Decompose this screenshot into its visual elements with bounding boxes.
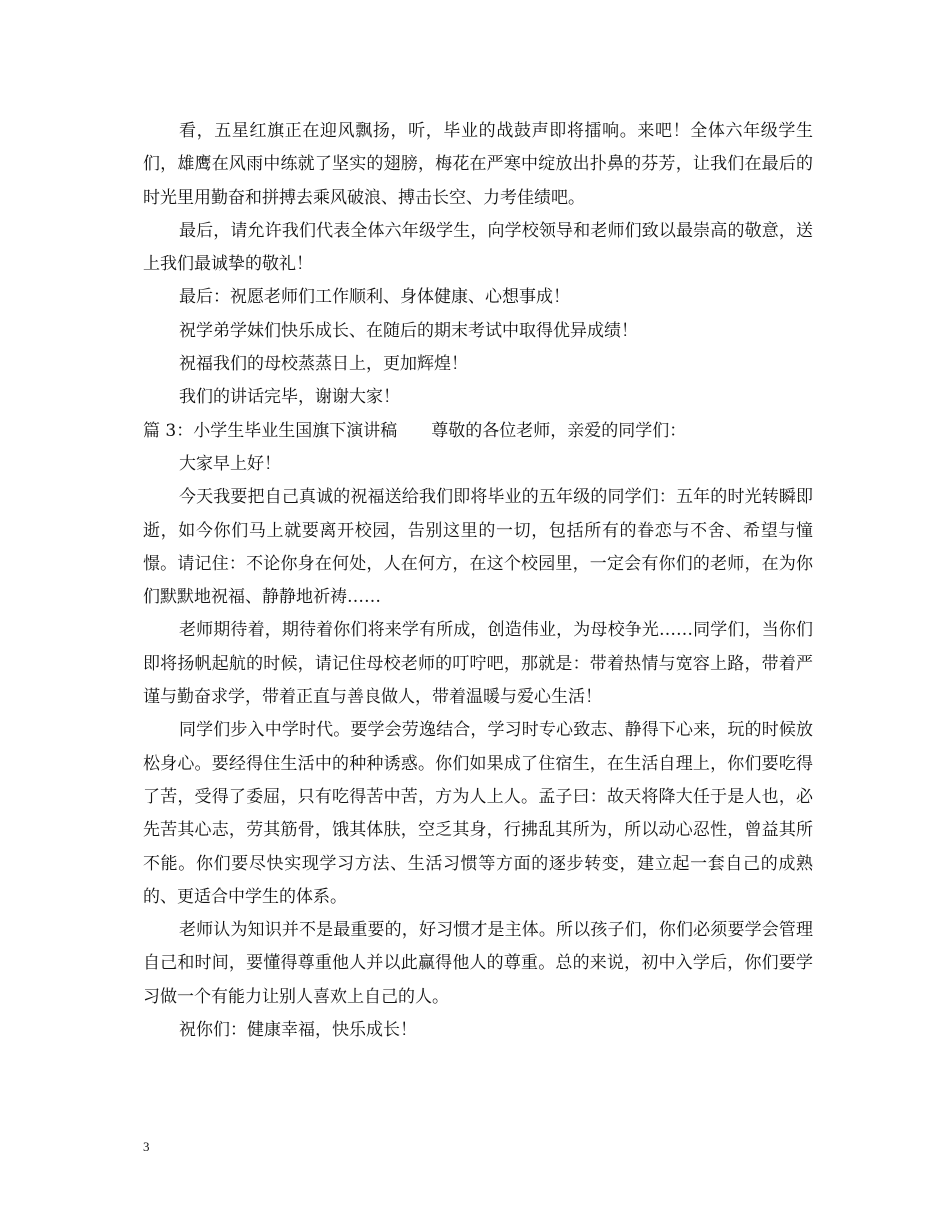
paragraph: 最后，请允许我们代表全体六年级学生，向学校领导和老师们致以最崇高的敬意，送上我们最诚挚的敬礼！ xyxy=(143,220,813,275)
paragraph: 同学们步入中学时代。要学会劳逸结合，学习时专心致志、静得下心来，玩的时候放松身心。要经得住生活中的种种诱惑。你们如果成了住宿生，在生活自理上，你们要吃得了苦，受得了委屈，只有吃得苦中苦，方为人上人。孟子曰：故天将降大任于是人也，必先苦其心志，劳其筋骨，饿其体肤，空乏其身，行拂乱其所为，所以动心忍性，曾益其所不能。你们要尽快实现学习方法、生活习惯等方面的逐步转变，建立起一套自己的成熟的、更适合中学生的体系。 xyxy=(143,720,813,907)
paragraph: 祝你们：健康幸福，快乐成长！ xyxy=(179,1020,417,1041)
paragraph: 最后：祝愿老师们工作顺利、身体健康、心想事成！ xyxy=(179,287,570,308)
section-heading: 篇 3：小学生毕业生国旗下演讲稿 尊敬的各位老师，亲爱的同学们： xyxy=(143,420,687,441)
page-number: 3 xyxy=(143,1139,150,1154)
paragraph: 大家早上好！ xyxy=(179,453,281,474)
paragraph: 祝学弟学妹们快乐成长、在随后的期末考试中取得优异成绩！ xyxy=(179,320,638,341)
paragraph: 今天我要把自己真诚的祝福送给我们即将毕业的五年级的同学们：五年的时光转瞬即逝，如今你们马上就要离开校园，告别这里的一切，包括所有的眷恋与不舍、希望与憧憬。请记住：不论你身在何处，人在何方，在这个校园里，一定会有你们的老师，在为你们默默地祝福、静静地祈祷…… xyxy=(143,487,813,608)
paragraph: 我们的讲话完毕，谢谢大家！ xyxy=(179,387,400,408)
paragraph: 老师认为知识并不是最重要的，好习惯才是主体。所以孩子们，你们必须要学会管理自己和时间，要懂得尊重他人并以此赢得他人的尊重。总的来说，初中入学后，你们要学习做一个有能力让别人喜欢上自己的人。 xyxy=(143,920,813,1007)
document-body xyxy=(143,115,813,1047)
paragraph: 老师期待着，期待着你们将来学有所成，创造伟业，为母校争光……同学们，当你们即将扬帆起航的时候，请记住母校老师的叮咛吧，那就是：带着热情与宽容上路，带着严谨与勤奋求学，带着正直与善良做人，带着温暖与爱心生活！ xyxy=(143,620,813,708)
paragraph: 祝福我们的母校蒸蒸日上，更加辉煌！ xyxy=(179,354,468,375)
paragraph: 看，五星红旗正在迎风飘扬，听，毕业的战鼓声即将擂响。来吧！全体六年级学生们，雄鹰在风雨中练就了坚实的翅膀，梅花在严寒中绽放出扑鼻的芬芳，让我们在最后的时光里用勤奋和拼搏去乘风破浪、搏击长空、力考佳绩吧。 xyxy=(143,121,813,208)
